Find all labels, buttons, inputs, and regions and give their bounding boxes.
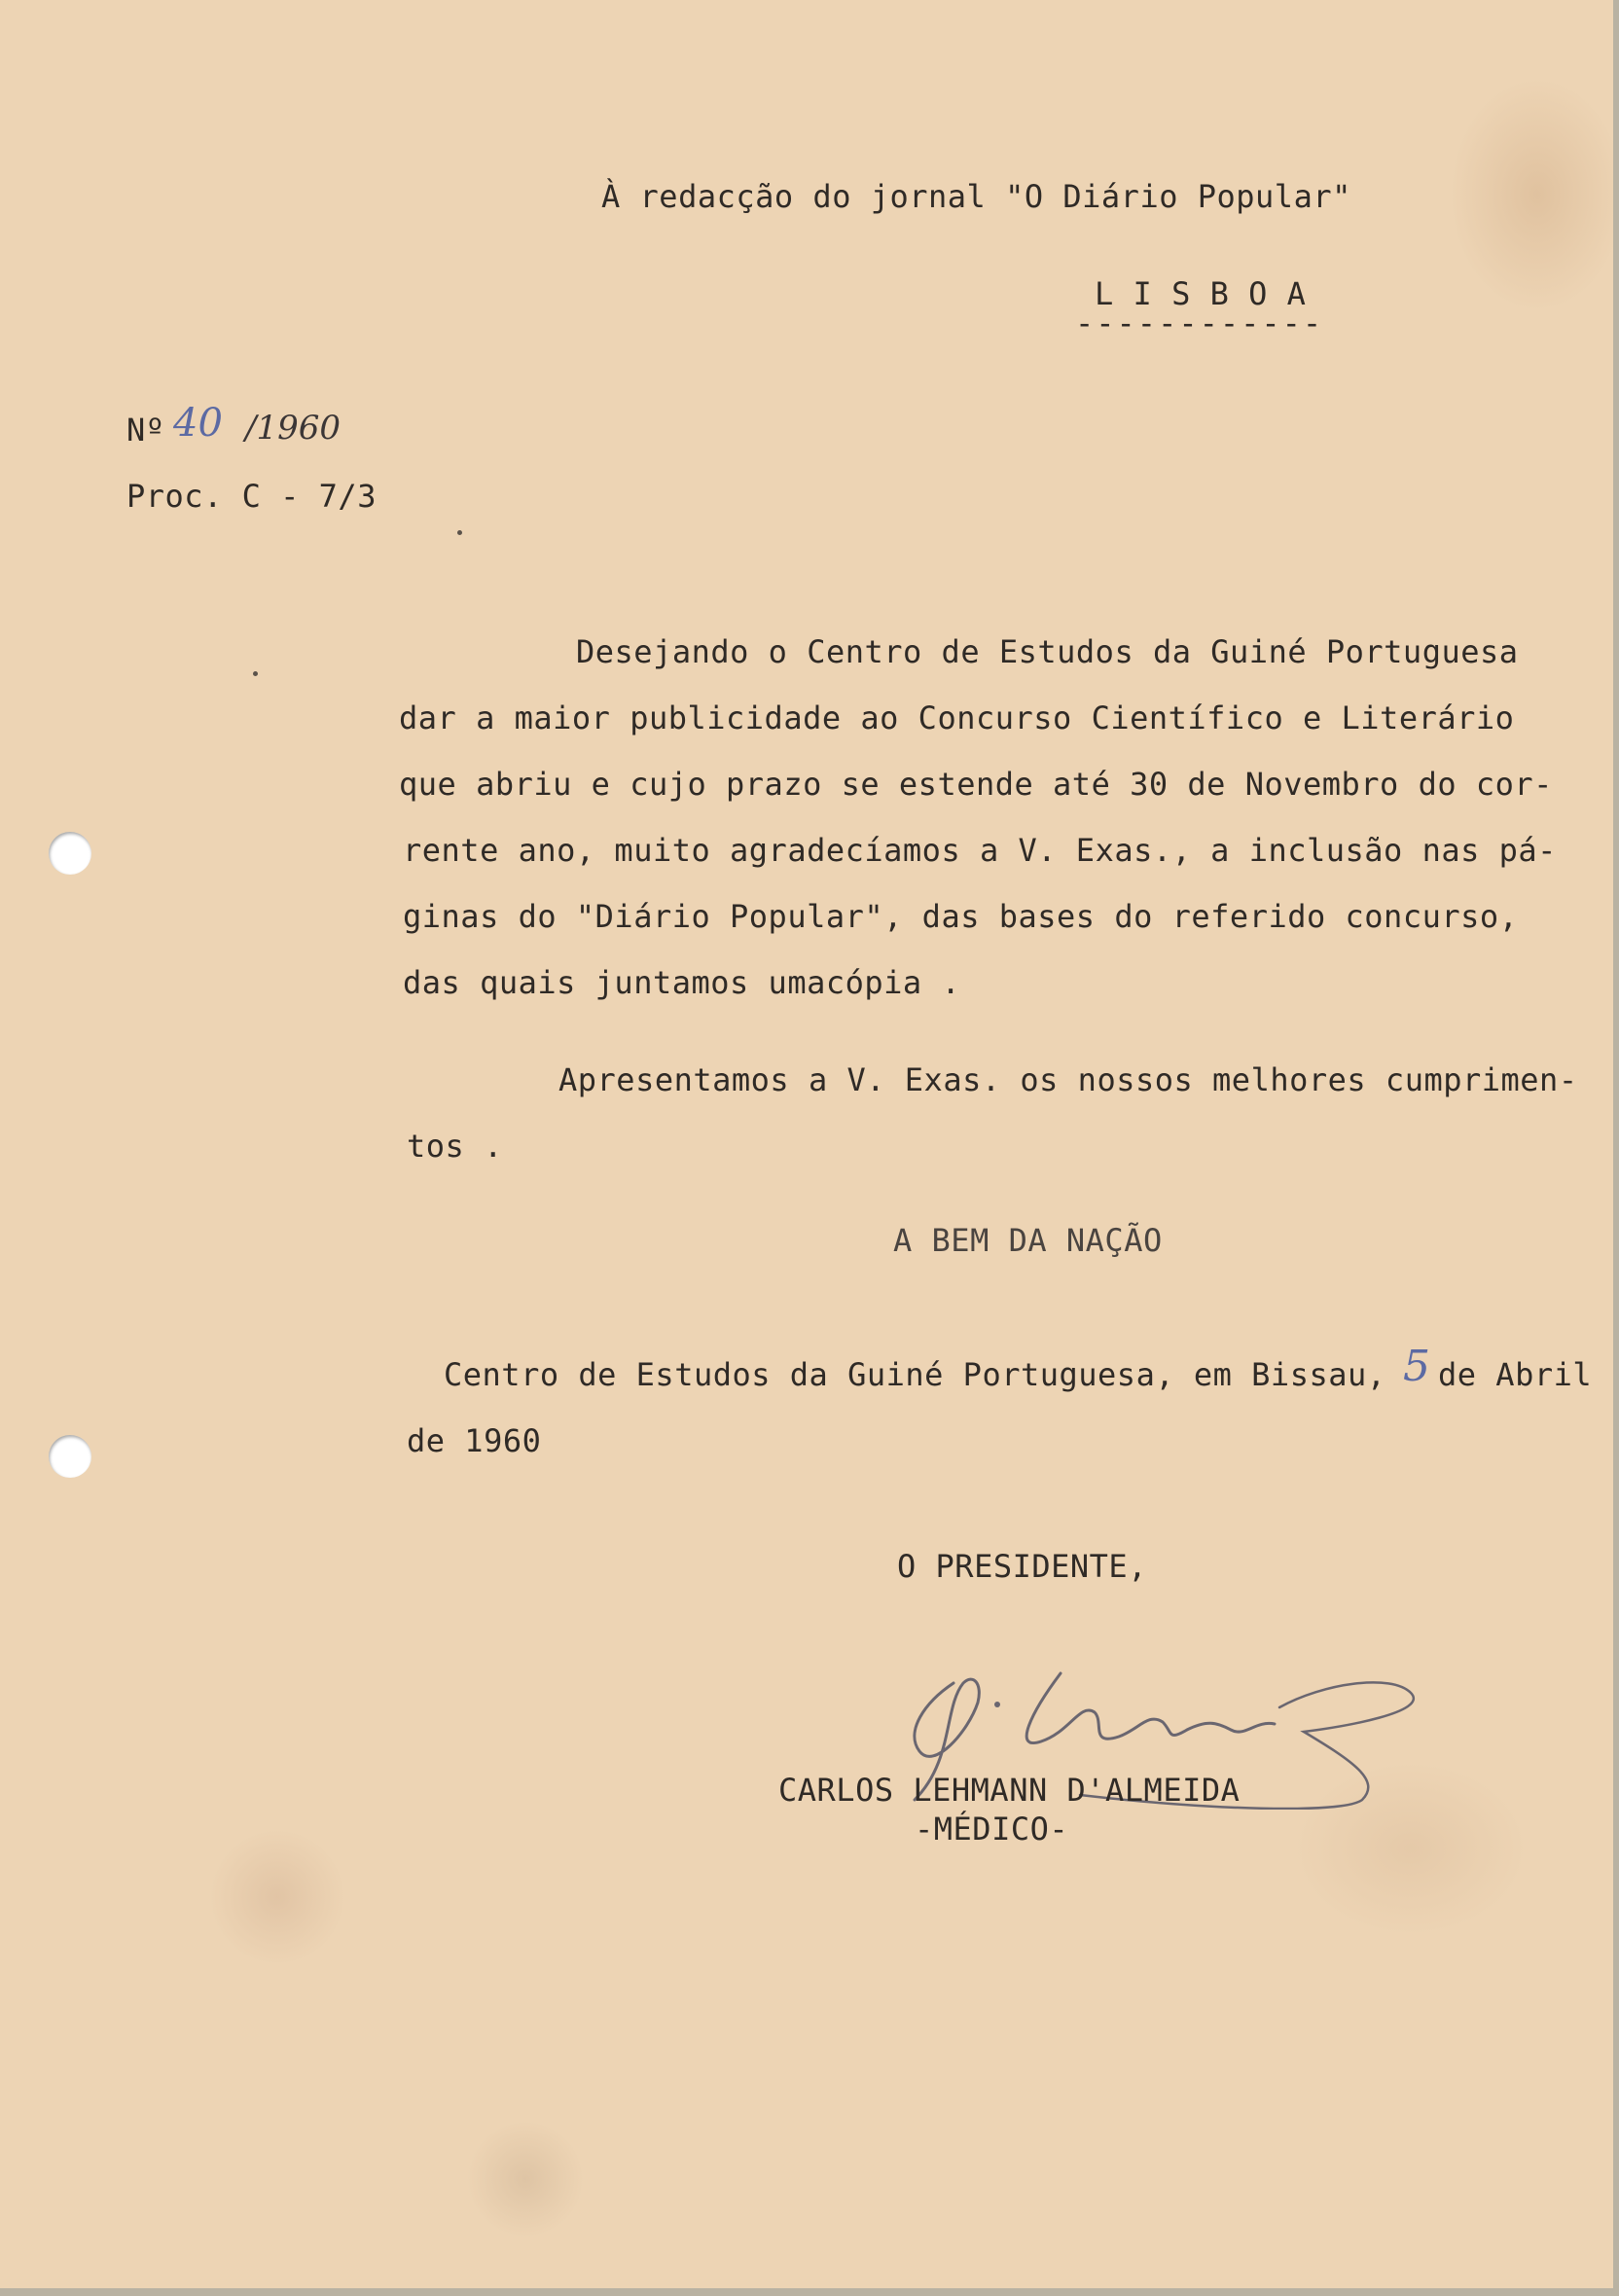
place-date-year: de 1960	[407, 1422, 542, 1459]
body-line: rente ano, muito agradecíamos a V. Exas., a inclusão nas pá-	[403, 832, 1557, 869]
reference-number-prefix: Nº	[126, 412, 165, 448]
body-line: ginas do "Diário Popular", das bases do referido concurso,	[403, 898, 1519, 935]
ink-speck	[457, 530, 462, 535]
signatory-profession: -MÉDICO-	[915, 1811, 1069, 1848]
signatory-name: CARLOS LEHMANN D'ALMEIDA	[778, 1772, 1241, 1809]
place-date-month: de Abril	[1438, 1356, 1593, 1393]
ink-speck	[253, 671, 258, 676]
punch-hole-icon	[49, 832, 91, 875]
body-line: que abriu e cujo prazo se estende até 30 de Novembro do cor-	[399, 766, 1553, 803]
body-line: dar a maior publicidade ao Concurso Científico e Literário	[399, 700, 1515, 736]
motto: A BEM DA NAÇÃO	[893, 1222, 1163, 1259]
addressee-city-underline: ------------	[1075, 305, 1324, 341]
addressee-line: À redacção do jornal "O Diário Popular"	[601, 178, 1351, 215]
punch-hole-icon	[49, 1435, 91, 1478]
place-date-line: Centro de Estudos da Guiné Portuguesa, em Bissau,	[444, 1356, 1386, 1393]
closing-line: Apresentamos a V. Exas. os nossos melhores cumprimen-	[558, 1061, 1578, 1098]
body-line: Desejando o Centro de Estudos da Guiné Portuguesa	[576, 633, 1519, 670]
process-reference: Proc. C - 7/3	[126, 478, 377, 515]
reference-number-handwritten: 40	[173, 401, 223, 446]
addressee-city: L I S B O A	[1095, 275, 1307, 312]
place-date-day-handwritten: 5	[1403, 1342, 1430, 1391]
body-line: das quais juntamos umacópia .	[403, 964, 961, 1001]
signatory-title: O PRESIDENTE,	[897, 1548, 1147, 1585]
reference-number-suffix: /1960	[245, 409, 341, 448]
closing-line: tos .	[407, 1128, 503, 1165]
